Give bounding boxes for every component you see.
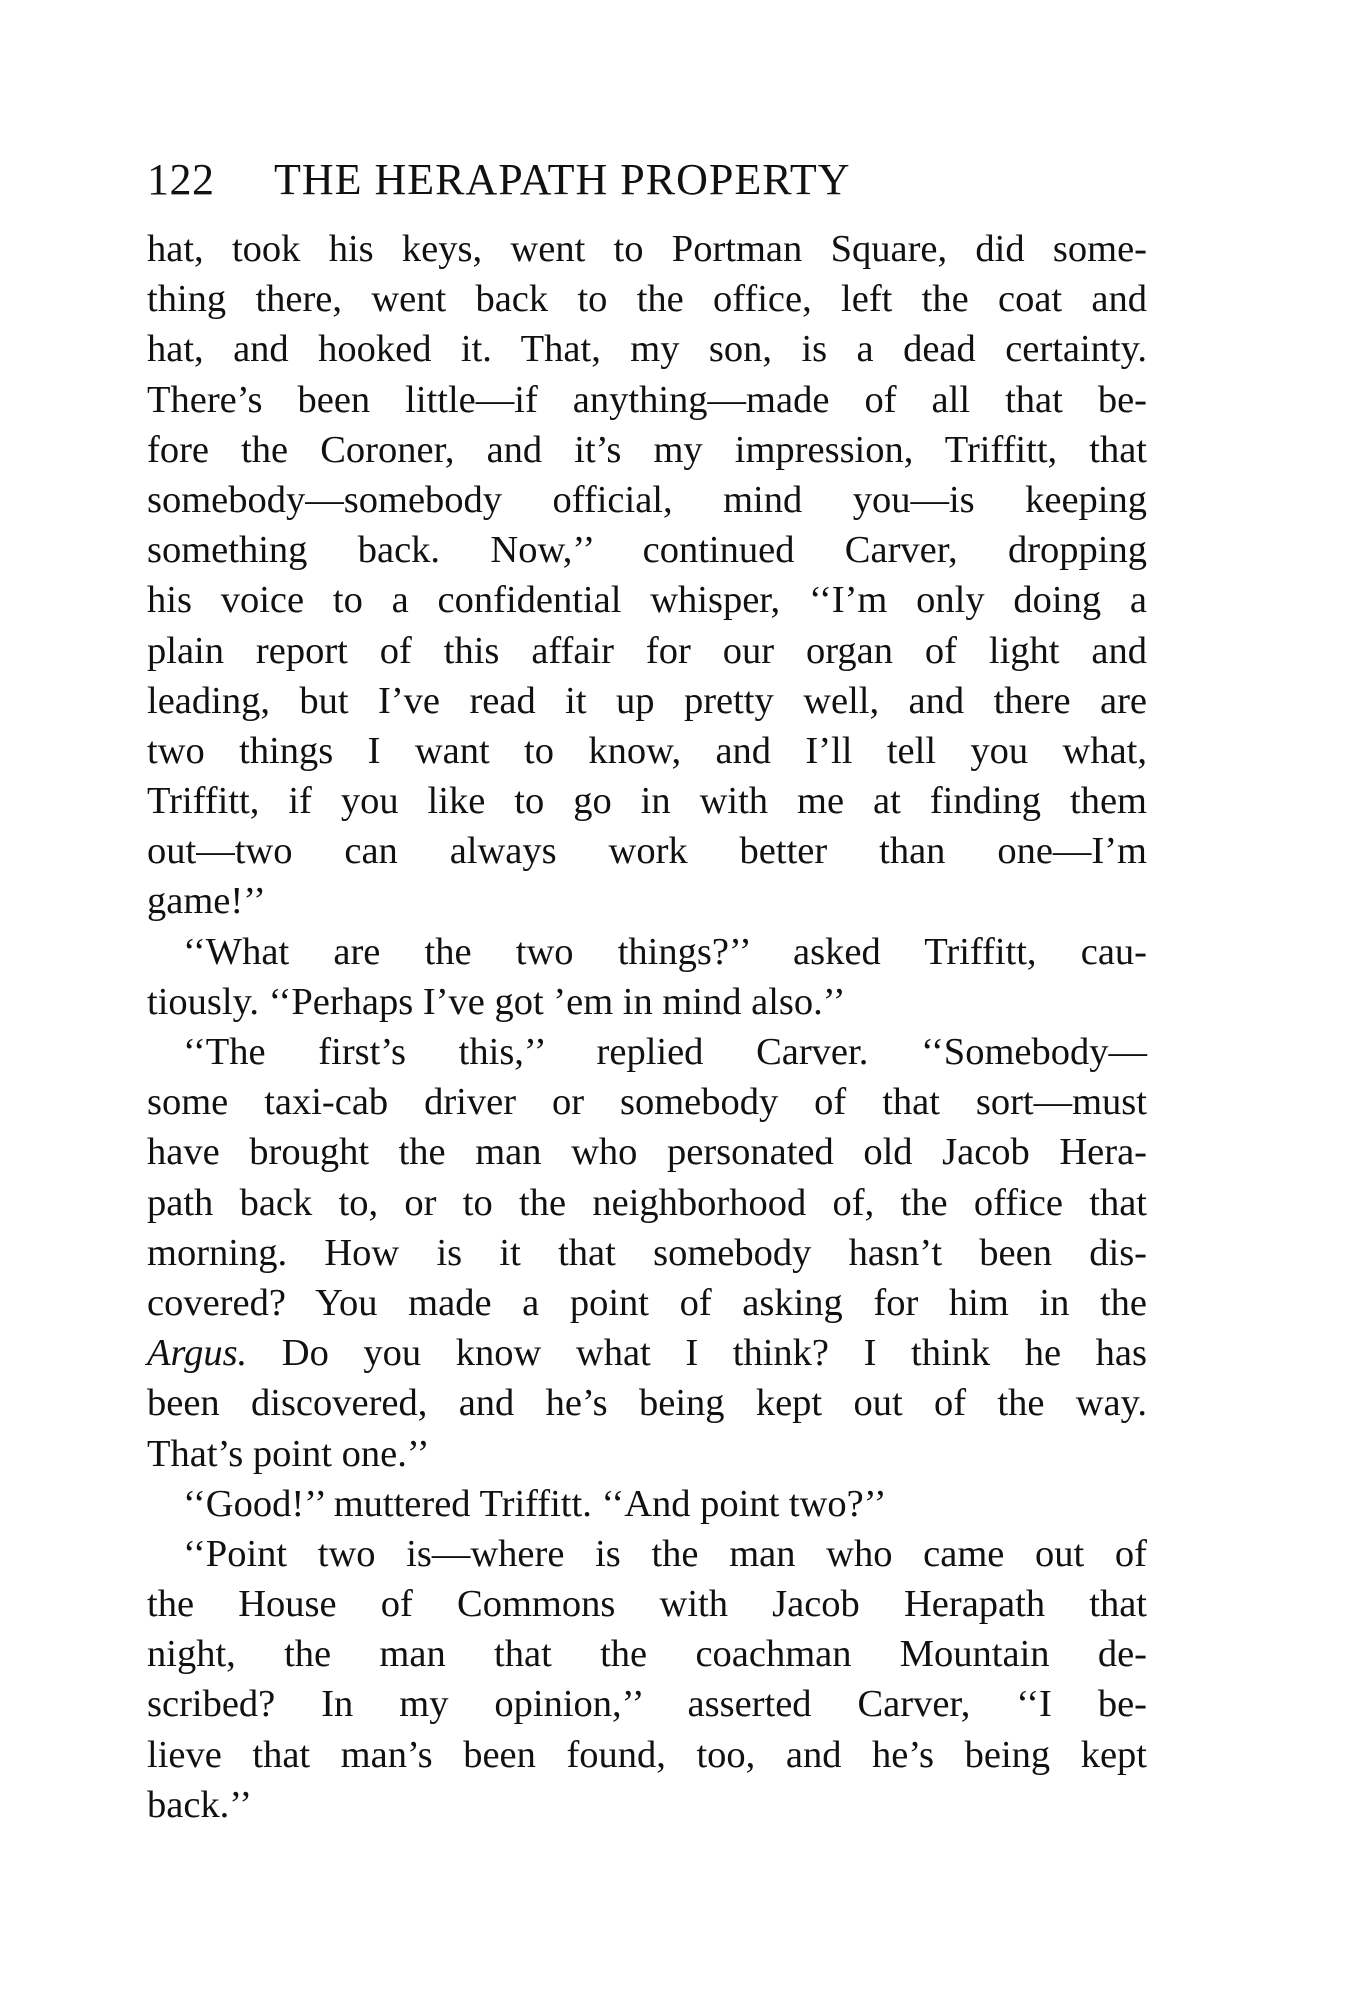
- text-line: out—two can always work better than one—I’m: [147, 830, 1147, 873]
- text-line: been discovered, and he’s being kept out of the way.: [147, 1382, 1147, 1425]
- text-line: somebody—somebody official, mind you—is keeping: [147, 478, 1147, 521]
- text-line-rest: Do you know what I think? I think he has: [247, 1332, 1147, 1375]
- text-line: There’s been little—if anything—made of all that be-: [147, 378, 1147, 421]
- text-line: plain report of this affair for our organ of light and: [147, 629, 1147, 672]
- running-header: [147, 150, 1147, 210]
- text-line: have brought the man who personated old Jacob Hera-: [147, 1131, 1147, 1174]
- text-line: two things I want to know, and I’ll tell you what,: [147, 729, 1147, 772]
- text-line: ‘‘Point two is—where is the man who came out of: [183, 1532, 1147, 1575]
- page-number: 122: [147, 155, 215, 204]
- italic-title: Argus.: [147, 1332, 248, 1375]
- body-text: [147, 224, 1147, 1830]
- text-line: the House of Commons with Jacob Herapath that: [147, 1583, 1147, 1626]
- text-line: ‘‘Good!’’ muttered Triffitt. ‘‘And point two?’’: [183, 1482, 887, 1525]
- text-line: ‘‘The first’s this,’’ replied Carver. ‘‘Somebody—: [183, 1031, 1147, 1073]
- text-line: covered? You made a point of asking for him in the: [147, 1281, 1147, 1324]
- text-line: thing there, went back to the office, left the coat and: [147, 278, 1147, 321]
- text-line: [147, 1328, 1147, 1378]
- text-line: lieve that man’s been found, too, and he’s being kept: [147, 1733, 1147, 1776]
- text-line: scribed? In my opinion,’’ asserted Carver, ‘‘I be-: [147, 1683, 1147, 1726]
- text-line: game!’’: [147, 880, 266, 923]
- text-line: Triffitt, if you like to go in with me at finding them: [147, 780, 1147, 823]
- text-line: something back. Now,’’ continued Carver, dropping: [147, 529, 1147, 572]
- text-line: That’s point one.’’: [147, 1432, 430, 1475]
- text-line: path back to, or to the neighborhood of, the office that: [147, 1181, 1147, 1224]
- text-line: his voice to a confidential whisper, ‘‘I’m only doing a: [147, 579, 1147, 622]
- text-line: morning. How is it that somebody hasn’t been dis-: [147, 1231, 1147, 1274]
- running-title: THE HERAPATH PROPERTY: [274, 155, 851, 204]
- text-line: night, the man that the coachman Mountain de-: [147, 1633, 1147, 1676]
- text-line: back.’’: [147, 1783, 253, 1826]
- text-line: hat, took his keys, went to Portman Square, did some-: [147, 228, 1147, 270]
- text-line: hat, and hooked it. That, my son, is a dead certainty.: [147, 328, 1147, 371]
- text-line: ‘‘What are the two things?’’ asked Triffitt, cau-: [183, 930, 1147, 973]
- text-line: leading, but I’ve read it up pretty well, and there are: [147, 679, 1147, 722]
- text-line: some taxi-cab driver or somebody of that sort—must: [147, 1081, 1147, 1124]
- text-line: fore the Coroner, and it’s my impression, Triffitt, that: [147, 428, 1147, 471]
- text-line: tiously. ‘‘Perhaps I’ve got ’em in mind also.’’: [147, 980, 846, 1023]
